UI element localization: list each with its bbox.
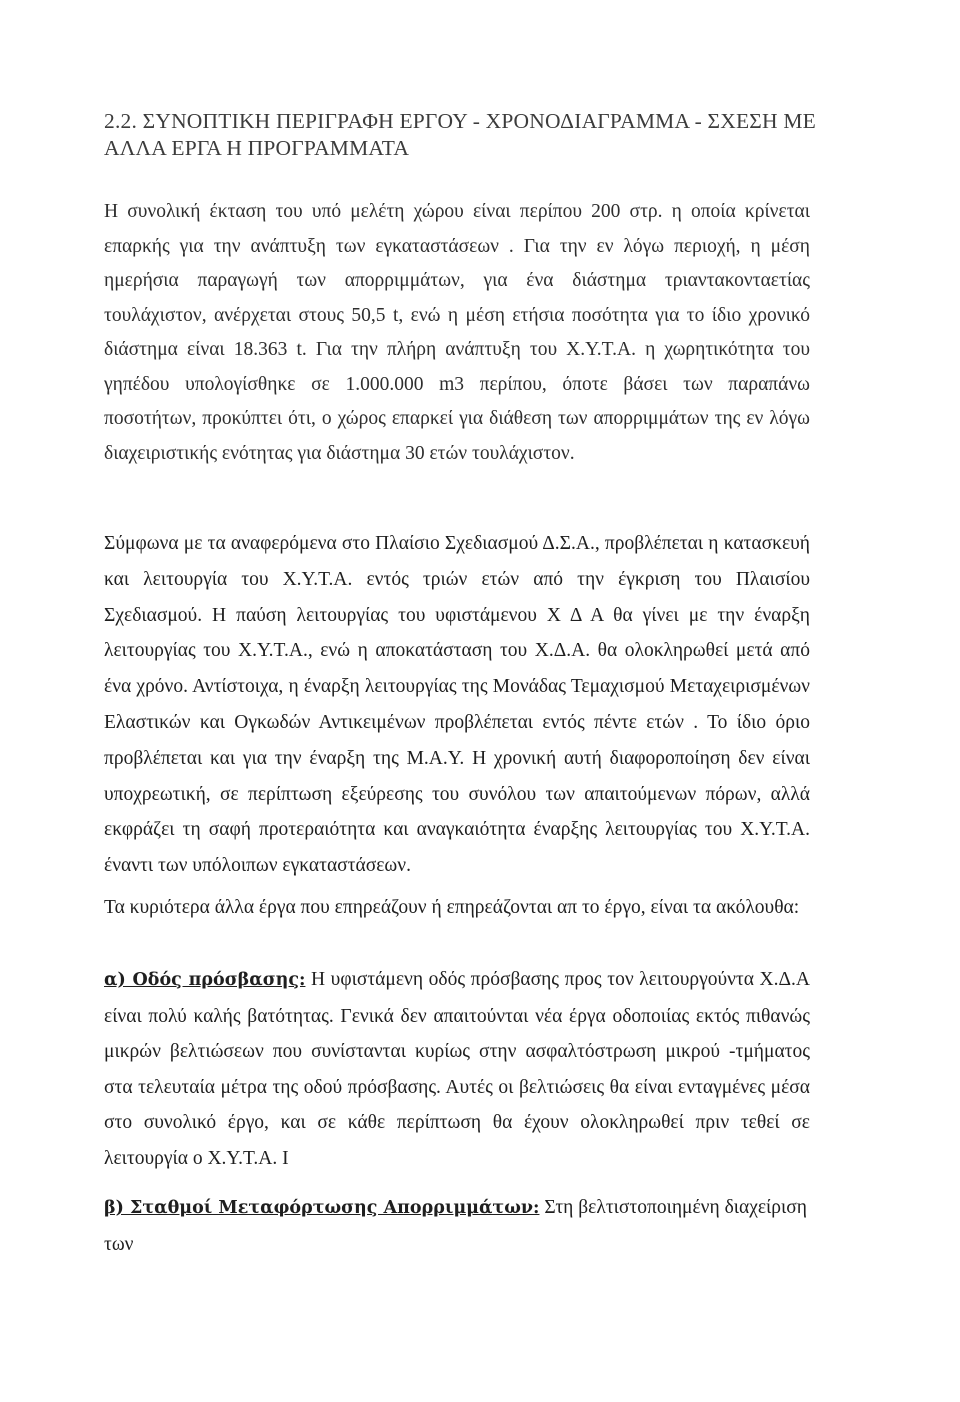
section-heading: 2.2. ΣΥΝΟΠΤΙΚΗ ΠΕΡΙΓΡΑΦΗ ΕΡΓΟΥ - ΧΡΟΝΟΔΙΑΓΡΑΜΜΑ - ΣΧΕΣΗ ΜΕ ΑΛΛΑ ΕΡΓΑ Η ΠΡΟΓΡΑΜΜΑΤΑ (104, 109, 816, 160)
access-road-text: Η υφιστάμενη οδός πρόσβασης προς τον λειτουργούντα Χ.Δ.Α είναι πολύ καλής βατότητας. Γενικά δεν απαιτούνται νέα έργα οδοποιίας εκτός πιθανώς μικρών βελτιώσεων που συνίστανται κυρίως στην ασφαλτόστρωση μικρού -τμήματος στα τελευταία μέτρα της οδού πρόσβασης. Αυτές οι βελτιώσεις θα είναι ενταγμένες μέσα στο συνολικό έργο, και σε κάθε περίπτωση θα έχουν ολοκληρωθεί πριν τεθεί σε λειτουργία ο Χ.Υ.Τ.Α. I (104, 969, 810, 1169)
paragraph-transfer-stations (104, 1190, 810, 1262)
paragraph-access-road (104, 962, 810, 1176)
transfer-stations-label: β) Σταθμοί Μεταφόρτωσης Απορριμμάτων: (104, 1198, 540, 1218)
access-road-label: α) Οδός πρόσβασης: (104, 970, 306, 990)
paragraph-schedule: Σύμφωνα με τα αναφερόμενα στο Πλαίσιο Σχεδιασμού Δ.Σ.Α., προβλέπεται η κατασκευή και λειτουργία του Χ.Υ.Τ.Α. εντός τριών ετών από την έγκριση του Πλαισίου Σχεδιασμού. Η παύση λειτουργίας του υφιστάμενου Χ Δ Α θα γίνει με την έναρξη λειτουργίας του Χ.Υ.Τ.Α., ενώ η αποκατάσταση του Χ.Δ.Α. θα ολοκληρωθεί μετά από ένα χρόνο. Αντίστοιχα, η έναρξη λειτουργίας της Μονάδας Τεμαχισμού Μεταχειρισμένων Ελαστικών και Ογκωδών Αντικειμένων προβλέπεται εντός πέντε ετών . Το ίδιο όριο προβλέπεται και για την έναρξη της Μ.Α.Υ. Η χρονική αυτή διαφοροποίηση δεν είναι υποχρεωτική, σε περίπτωση εξεύρεσης του συνόλου των απαιτούμενων πόρων, αλλά εκφράζει τη σαφή προτεραιότητα και αναγκαιότητα έναρξης λειτουργίας του Χ.Υ.Τ.Α. έναντι των υπόλοιπων εγκαταστάσεων. (104, 533, 810, 877)
paragraph-related-works-intro: Τα κυριότερα άλλα έργα που επηρεάζουν ή επηρεάζονται απ το έργο, είναι τα ακόλουθα: (104, 897, 800, 918)
paragraph-site-capacity: Η συνολική έκταση του υπό μελέτη χώρου είναι περίπου 200 στρ. η οποία κρίνεται επαρκής για την ανάπτυξη των εγκαταστάσεων . Για την εν λόγω περιοχή, η μέση ημερήσια παραγωγή των απορριμμάτων, για ένα διάστημα τριαντακονταετίας τουλάχιστον, ανέρχεται στους 50,5 t, ενώ η μέση ετήσια ποσότητα για το ίδιο χρονικό διάστημα είναι 18.363 t. Για την πλήρη ανάπτυξη του Χ.Υ.Τ.Α. η χωρητικότητα του γηπέδου υπολογίσθηκε σε 1.000.000 m3 περίπου, όποτε βάσει των παραπάνω ποσοτήτων, προκύπτει ότι, ο χώρος επαρκεί για διάθεση των απορριμμάτων της εν λόγω διαχειριστικής ενότητας για διάστημα 30 ετών τουλάχιστον. (104, 201, 810, 464)
transfer-stations-text: Στη βελτιστοποιημένη διαχείριση των (104, 1197, 807, 1255)
